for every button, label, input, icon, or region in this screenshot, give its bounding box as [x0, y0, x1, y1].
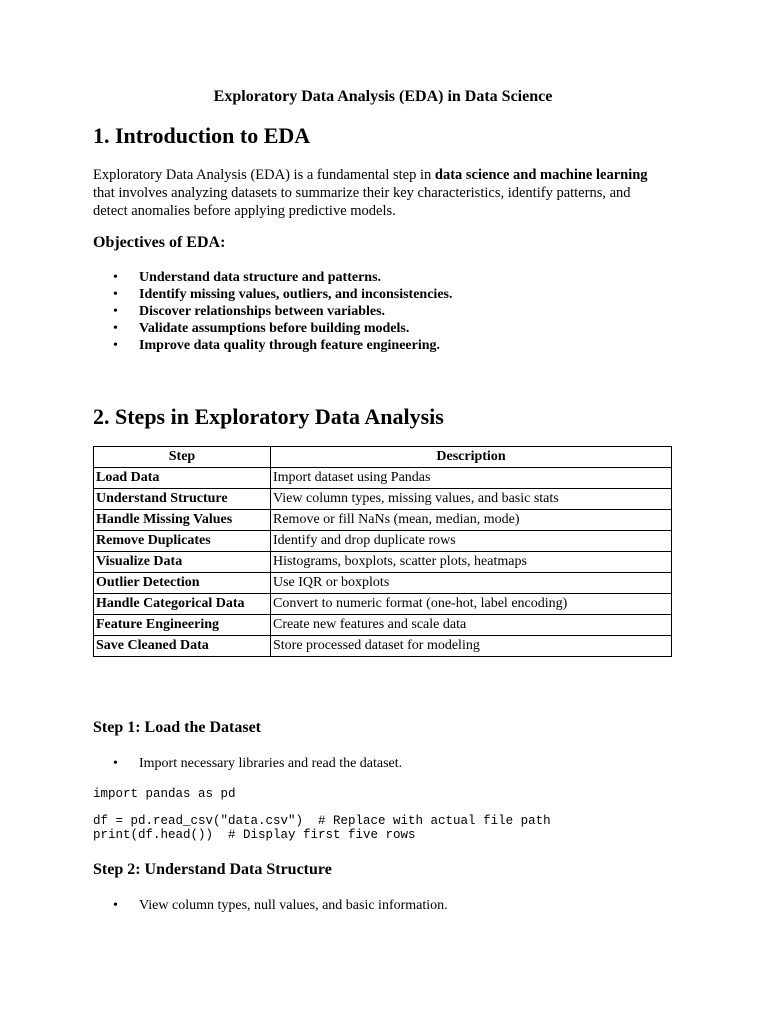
table-row — [94, 552, 672, 573]
step-cell: Feature Engineering — [94, 615, 271, 636]
step-2-list — [93, 897, 673, 914]
list-item: • Import necessary libraries and read the dataset. — [113, 756, 403, 771]
code-block-load-dataset: import pandas as pd df = pd.read_csv("data.csv") # Replace with actual file path print(df.head()) # Display first five rows — [93, 787, 551, 842]
description-cell: Use IQR or boxplots — [271, 573, 672, 594]
intro-text-bold: data science and machine learning — [434, 167, 648, 183]
intro-text-2: that involves analyzing datasets to summarize their key characteristics, identify patterns, and detect anomalies before applying predictive models. — [93, 185, 631, 219]
bullet-icon: • — [113, 287, 118, 302]
list-item: • Discover relationships between variables. — [113, 304, 386, 319]
bullet-icon: • — [113, 270, 118, 285]
table-header-row — [94, 447, 672, 468]
table-row — [94, 594, 672, 615]
table-row — [94, 510, 672, 531]
step-2-heading: Step 2: Understand Data Structure — [93, 861, 332, 878]
list-item: • Identify missing values, outliers, and inconsistencies. — [113, 287, 453, 302]
intro-text-1: Exploratory Data Analysis (EDA) is a fundamental step in — [93, 167, 435, 183]
document-title: Exploratory Data Analysis (EDA) in Data Science — [213, 88, 553, 105]
bullet-icon: • — [113, 756, 118, 771]
objectives-list — [93, 269, 673, 354]
bullet-icon: • — [113, 338, 118, 353]
description-cell: Store processed dataset for modeling — [271, 636, 672, 657]
description-cell: Convert to numeric format (one-hot, label encoding) — [271, 594, 672, 615]
list-item: • View column types, null values, and basic information. — [113, 898, 448, 913]
description-cell: View column types, missing values, and basic stats — [271, 489, 672, 510]
step-cell: Outlier Detection — [94, 573, 271, 594]
step-cell: Load Data — [94, 468, 271, 489]
step-cell: Remove Duplicates — [94, 531, 271, 552]
bullet-icon: • — [113, 898, 118, 913]
step-cell: Handle Missing Values — [94, 510, 271, 531]
step-1-list — [93, 755, 673, 772]
bullet-icon: • — [113, 321, 118, 336]
description-cell: Import dataset using Pandas — [271, 468, 672, 489]
step-1-heading: Step 1: Load the Dataset — [93, 719, 261, 736]
section-1-heading: 1. Introduction to EDA — [93, 123, 311, 148]
description-cell: Identify and drop duplicate rows — [271, 531, 672, 552]
column-header-step: Step — [94, 447, 271, 468]
list-item: • Improve data quality through feature engineering. — [113, 338, 441, 353]
section-2-heading: 2. Steps in Exploratory Data Analysis — [93, 404, 444, 429]
table-row — [94, 573, 672, 594]
table-row — [94, 636, 672, 657]
eda-steps-table — [93, 446, 672, 657]
table-row — [94, 531, 672, 552]
step-cell: Handle Categorical Data — [94, 594, 271, 615]
description-cell: Remove or fill NaNs (mean, median, mode) — [271, 510, 672, 531]
intro-paragraph — [93, 166, 663, 220]
step-cell: Save Cleaned Data — [94, 636, 271, 657]
description-cell: Histograms, boxplots, scatter plots, heatmaps — [271, 552, 672, 573]
step-cell: Visualize Data — [94, 552, 271, 573]
bullet-icon: • — [113, 304, 118, 319]
objectives-heading: Objectives of EDA: — [93, 234, 226, 251]
table-row — [94, 615, 672, 636]
list-item: • Understand data structure and patterns. — [113, 270, 382, 285]
list-item: • Validate assumptions before building models. — [113, 321, 410, 336]
table-row — [94, 489, 672, 510]
description-cell: Create new features and scale data — [271, 615, 672, 636]
table-row — [94, 468, 672, 489]
column-header-description: Description — [271, 447, 672, 468]
step-cell: Understand Structure — [94, 489, 271, 510]
